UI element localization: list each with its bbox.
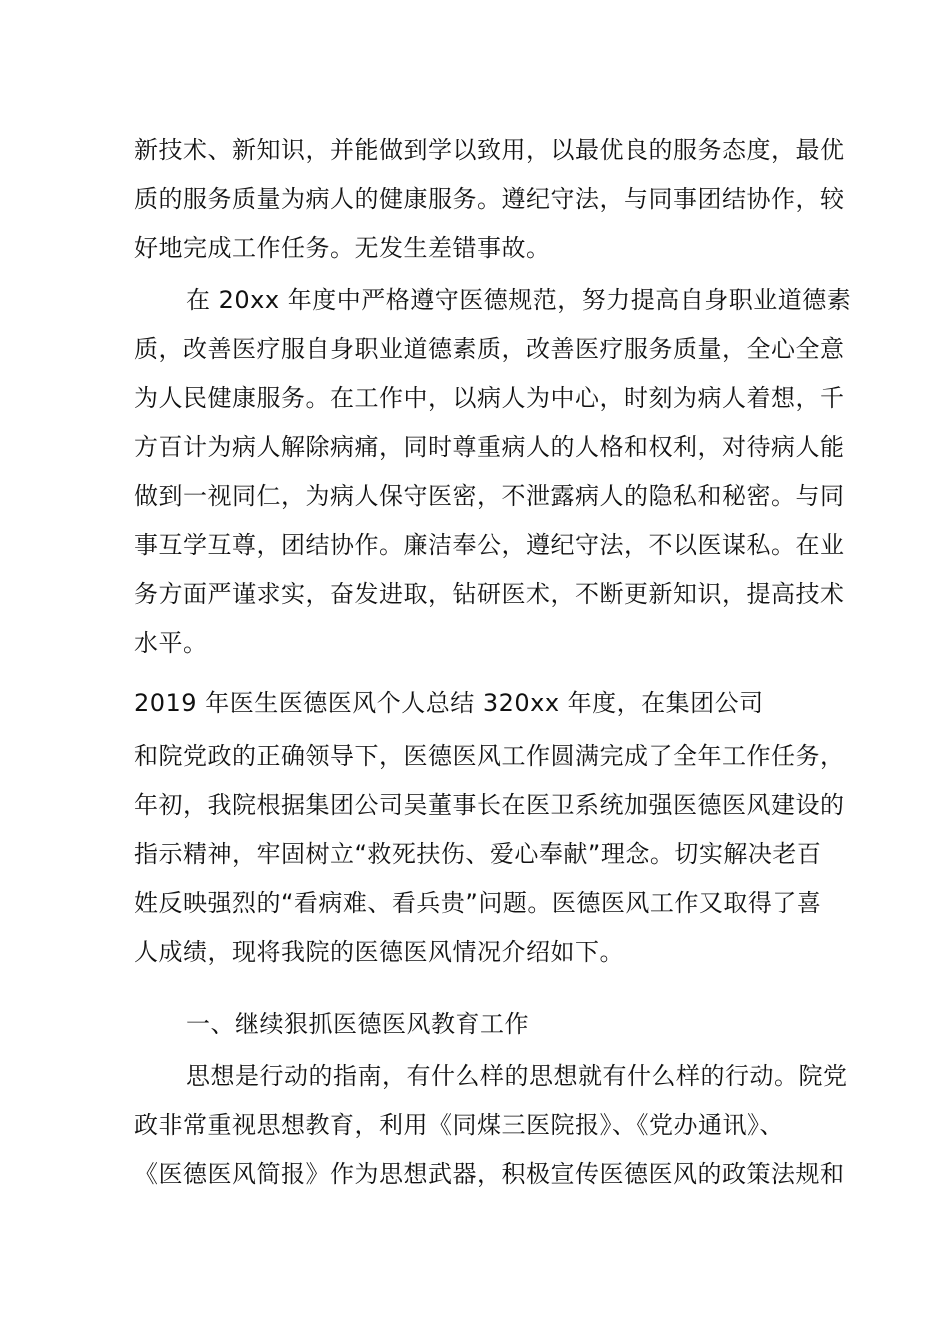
paragraph-1 (134, 126, 845, 273)
text-line: 和院党政的正确领导下，医德医风工作圆满完成了全年工作任务， (134, 742, 845, 770)
text-line: 思想是行动的指南，有什么样的思想就有什么样的行动。院党 (186, 1062, 848, 1090)
section-heading (134, 1000, 834, 1049)
text-line: 质，改善医疗服自身职业道德素质，改善医疗服务质量，全心全意 (134, 335, 845, 363)
text-line: 务方面严谨求实，奋发进取，钻研医术，不断更新知识，提高技术 (134, 580, 845, 608)
text-line: 政非常重视思想教育，利用《同煤三医院报》、《党办通讯》、 (134, 1111, 784, 1139)
paragraph-4 (134, 732, 845, 977)
text-line: 姓反映强烈的“看病难、看兵贵”问题。医德医风工作又取得了喜 (134, 889, 822, 917)
text-line: 新技术、新知识，并能做到学以致用，以最优良的服务态度，最优 (134, 136, 845, 164)
text-line: 事互学互尊，团结协作。廉洁奉公，遵纪守法，不以医谋私。在业 (134, 531, 845, 559)
text-line: 质的服务质量为病人的健康服务。遵纪守法，与同事团结协作，较 (134, 185, 845, 213)
text-line: 做到一视同仁，为病人保守医密，不泄露病人的隐私和秘密。与同 (134, 482, 845, 510)
text-line: 好地完成工作任务。无发生差错事故。 (134, 234, 551, 262)
text-line: 人成绩，现将我院的医德医风情况介绍如下。 (134, 938, 624, 966)
text-line: 2019 年医生医德医风个人总结 320xx 年度，在集团公司 (134, 689, 764, 717)
paragraph-6 (134, 1052, 848, 1199)
text-line: 方百计为病人解除病痛，同时尊重病人的人格和权利，对待病人能 (134, 433, 845, 461)
paragraph-2 (134, 276, 852, 668)
text-line: 水平。 (134, 629, 208, 657)
text-line: 指示精神，牢固树立“救死扶伤、爱心奉献”理念。切实解决老百 (134, 840, 822, 868)
text-line: 《医德医风简报》作为思想武器，积极宣传医德医风的政策法规和 (134, 1160, 845, 1188)
text-line: 为人民健康服务。在工作中，以病人为中心，时刻为病人着想，千 (134, 384, 845, 412)
text-line: 年初，我院根据集团公司吴董事长在医卫系统加强医德医风建设的 (134, 791, 845, 819)
text-line: 一、继续狠抓医德医风教育工作 (186, 1010, 529, 1038)
text-line: 在 20xx 年度中严格遵守医德规范，努力提高自身职业道德素 (186, 286, 852, 314)
paragraph-3-heading (134, 679, 834, 728)
